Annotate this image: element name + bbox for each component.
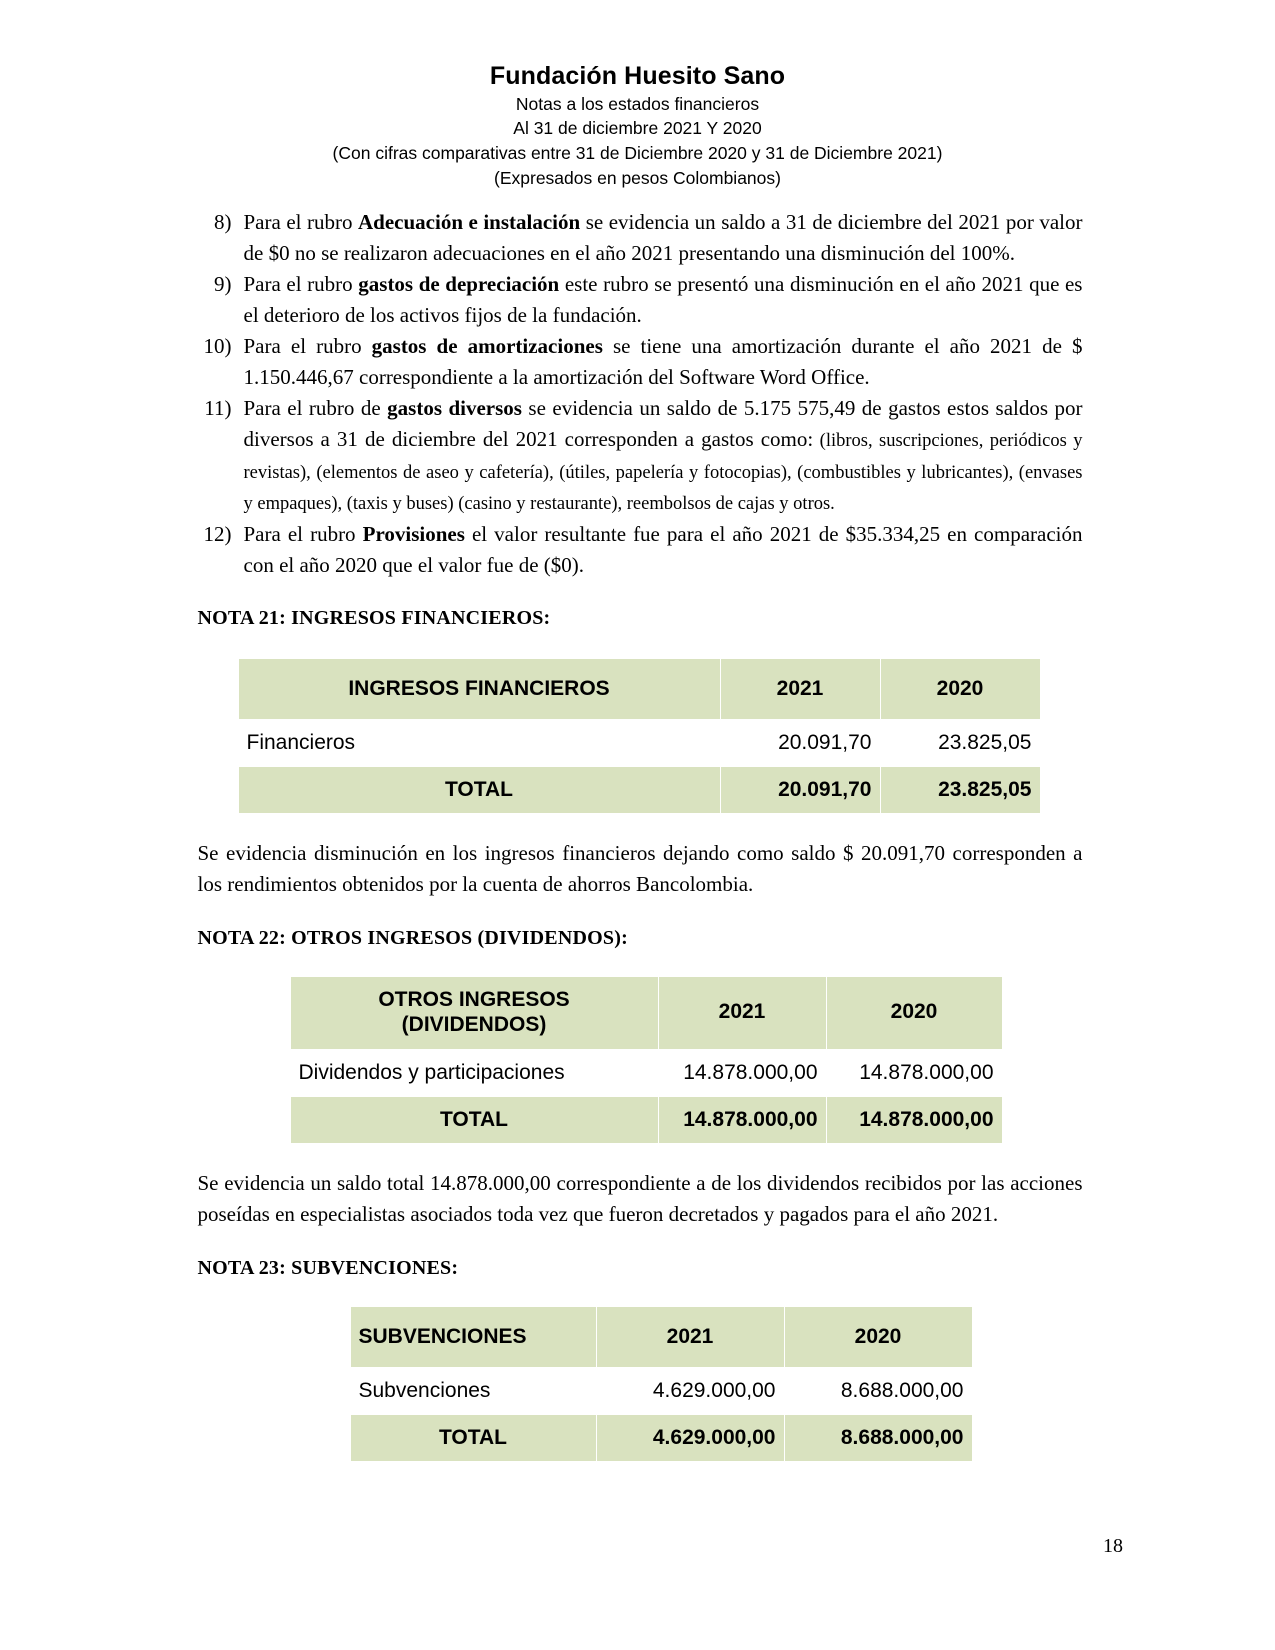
list-item-text xyxy=(244,519,1083,581)
column-header-2021: 2021 xyxy=(596,1306,784,1367)
list-item-text-post: se evidencia un saldo a 31 de diciembre del 2021 por valor de $0 no se realizaron adecuaciones en el año 2021 presentando una disminución del 100%. xyxy=(243,209,1083,265)
total-value-2021: 4.629.000,00 xyxy=(596,1414,784,1461)
nota-22-heading: NOTA 22: OTROS INGRESOS (DIVIDENDOS): xyxy=(197,926,628,949)
list-item-text-pre: Para el rubro de xyxy=(243,396,388,421)
column-header-concept xyxy=(290,976,658,1049)
row-value-2021: 14.878.000,00 xyxy=(658,1049,826,1096)
list-item-text-pre: Para el rubro xyxy=(243,521,363,546)
table-header-row xyxy=(290,976,1002,1049)
list-item-text xyxy=(244,269,1083,331)
table-row xyxy=(350,1367,972,1414)
nota-23-table-wrapper xyxy=(198,1306,1083,1462)
total-value-2020: 14.878.000,00 xyxy=(826,1096,1002,1143)
nota-22-table-wrapper xyxy=(198,976,1083,1144)
nota-22-paragraph: Se evidencia un saldo total 14.878.000,00 correspondiente a de los dividendos recibidos por las acciones poseídas en especialistas asociados toda vez que fueron decretados y pagados para el año 2021. xyxy=(197,1170,1083,1227)
list-item xyxy=(198,393,1083,518)
column-header-2020: 2020 xyxy=(784,1306,972,1367)
table-total-row xyxy=(238,766,1040,813)
total-value-2020: 23.825,05 xyxy=(880,766,1040,813)
row-value-2020: 23.825,05 xyxy=(880,719,1040,766)
list-item xyxy=(198,269,1083,331)
list-item-text xyxy=(244,393,1083,518)
total-label: TOTAL xyxy=(350,1414,596,1461)
nota-22-table xyxy=(290,976,1003,1144)
table-total-row xyxy=(290,1096,1002,1143)
column-header-concept: INGRESOS FINANCIEROS xyxy=(238,658,720,719)
list-item-text-bold: Adecuación e instalación xyxy=(358,209,581,234)
list-item xyxy=(198,519,1083,581)
row-label: Subvenciones xyxy=(350,1367,596,1414)
total-value-2021: 14.878.000,00 xyxy=(658,1096,826,1143)
header-subtitle-1: Notas a los estados financieros xyxy=(515,93,760,114)
notes-list xyxy=(198,207,1083,581)
list-item-text-pre: Para el rubro xyxy=(243,209,358,234)
total-label: TOTAL xyxy=(290,1096,658,1143)
column-header-2021: 2021 xyxy=(720,658,880,719)
table-row xyxy=(238,719,1040,766)
list-item-number: 12) xyxy=(203,521,232,546)
header-subtitle-3: (Con cifras comparativas entre 31 de Diciembre 2020 y 31 de Diciembre 2021) xyxy=(332,143,943,164)
page-number: 18 xyxy=(1103,1535,1123,1557)
document-header xyxy=(0,0,1275,191)
table-header-row xyxy=(350,1306,972,1367)
list-item xyxy=(198,207,1083,269)
list-item-text xyxy=(244,331,1083,393)
nota-21-heading: NOTA 21: INGRESOS FINANCIEROS: xyxy=(197,606,551,629)
list-item-text-post: se tiene una amortización durante el año 2021 de $ 1.150.446,67 correspondiente a la amortización del Software Word Office. xyxy=(243,334,1083,390)
header-subtitle-2: Al 31 de diciembre 2021 Y 2020 xyxy=(513,118,762,139)
total-value-2021: 20.091,70 xyxy=(720,766,880,813)
list-item-text-post: se evidencia un saldo de 5.175 575,49 de gastos estos saldos por diversos a 31 de diciembre del 2021 corresponden a gastos como: xyxy=(243,396,1083,452)
row-label: Dividendos y participaciones xyxy=(290,1049,658,1096)
list-item-text-bold: Provisiones xyxy=(362,521,465,546)
list-item-number: 11) xyxy=(204,396,232,421)
list-item-text-bold: gastos diversos xyxy=(387,396,522,421)
list-item-text-bold: gastos de amortizaciones xyxy=(371,334,603,359)
page-title: Fundación Huesito Sano xyxy=(489,62,786,90)
row-label: Financieros xyxy=(238,719,720,766)
list-item-text-detail: (libros, suscripciones, periódicos y revistas), (elementos de aseo y cafetería), (útiles, papelería y fotocopias), (combustibles y lubricantes), (envases y empaques), (taxis y buses) (casino y restaurante), reembolsos de cajas y otros. xyxy=(243,431,1083,515)
row-value-2021: 20.091,70 xyxy=(720,719,880,766)
row-value-2021: 4.629.000,00 xyxy=(596,1367,784,1414)
total-label: TOTAL xyxy=(238,766,720,813)
list-item-text xyxy=(244,207,1083,269)
total-value-2020: 8.688.000,00 xyxy=(784,1414,972,1461)
list-item-text-pre: Para el rubro xyxy=(243,334,372,359)
list-item xyxy=(198,331,1083,393)
header-subtitle-4: (Expresados en pesos Colombianos) xyxy=(494,168,781,189)
table-row xyxy=(290,1049,1002,1096)
list-item-text-bold: gastos de depreciación xyxy=(358,272,560,297)
column-header-concept: SUBVENCIONES xyxy=(350,1306,596,1367)
row-value-2020: 8.688.000,00 xyxy=(784,1367,972,1414)
nota-21-paragraph: Se evidencia disminución en los ingresos financieros dejando como saldo $ 20.091,70 corresponden a los rendimientos obtenidos por la cuenta de ahorros Bancolombia. xyxy=(197,840,1083,897)
document-content xyxy=(193,207,1083,1462)
column-header-concept-line2: (DIVIDENDOS) xyxy=(401,1012,547,1036)
column-header-2020: 2020 xyxy=(880,658,1040,719)
column-header-2020: 2020 xyxy=(826,976,1002,1049)
list-item-text-post: este rubro se presentó una disminución en el año 2021 que es el deterioro de los activos fijos de la fundación. xyxy=(243,272,1083,328)
row-value-2020: 14.878.000,00 xyxy=(826,1049,1002,1096)
nota-23-heading: NOTA 23: SUBVENCIONES: xyxy=(197,1256,459,1279)
nota-21-table xyxy=(238,658,1041,814)
nota-21-table-wrapper xyxy=(198,658,1083,814)
list-item-number: 8) xyxy=(214,209,232,234)
list-item-text-post: el valor resultante fue para el año 2021 de $35.334,25 en comparación con el año 2020 que el valor fue de ($0). xyxy=(243,521,1083,577)
table-header-row xyxy=(238,658,1040,719)
list-item-number: 9) xyxy=(214,272,232,297)
list-item-text-pre: Para el rubro xyxy=(243,272,359,297)
column-header-2021: 2021 xyxy=(658,976,826,1049)
list-item-number: 10) xyxy=(203,334,232,359)
table-total-row xyxy=(350,1414,972,1461)
nota-23-table xyxy=(350,1306,973,1462)
column-header-concept-line1: OTROS INGRESOS xyxy=(378,987,570,1011)
